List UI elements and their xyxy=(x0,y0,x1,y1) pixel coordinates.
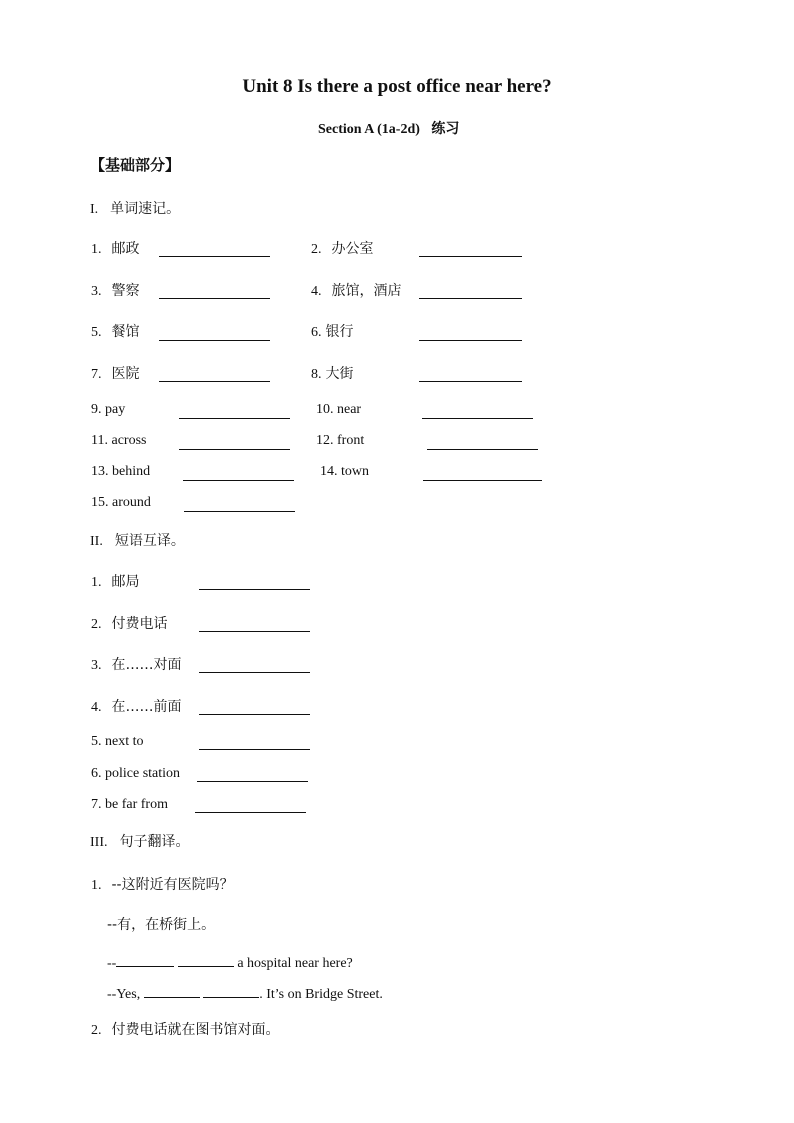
cn-word-item: 8. 大街 xyxy=(311,366,354,382)
answer-blank[interactable] xyxy=(159,256,270,257)
en-word-item: 14. town xyxy=(320,464,369,479)
answer-blank[interactable] xyxy=(419,381,522,382)
answer-blank[interactable] xyxy=(199,631,310,632)
q1-chinese-answer: --有，在桥街上。 xyxy=(107,917,216,933)
q1-english-answer: --Yes, . It’s on Bridge Street. xyxy=(107,987,383,1002)
answer-blank[interactable] xyxy=(183,480,294,481)
phrase-item: 6. police station xyxy=(91,766,181,781)
answer-blank[interactable] xyxy=(184,511,295,512)
answer-blank[interactable] xyxy=(195,812,306,813)
cn-word-item: 2. 办公室 xyxy=(311,241,374,257)
part1-heading xyxy=(90,198,180,218)
answer-blank[interactable] xyxy=(423,480,542,481)
q1-english-question: -- a hospital near here? xyxy=(107,956,353,971)
answer-blank[interactable] xyxy=(116,954,174,967)
answer-blank[interactable] xyxy=(427,449,538,450)
en-word-item: 11. across xyxy=(91,433,147,448)
part3-num: III. xyxy=(90,835,108,850)
answer-blank[interactable] xyxy=(419,298,522,299)
answer-blank[interactable] xyxy=(199,672,310,673)
answer-blank[interactable] xyxy=(199,589,310,590)
basic-section-heading: 【基础部分】 xyxy=(90,156,181,174)
cn-word-item: 4. 旅馆，酒店 xyxy=(311,283,402,299)
en-word-item: 13. behind xyxy=(91,464,151,479)
q2-chinese: 2. 付费电话就在图书馆对面。 xyxy=(91,1022,280,1038)
answer-blank[interactable] xyxy=(159,340,270,341)
phrase-item: 7. be far from xyxy=(91,797,168,812)
answer-blank[interactable] xyxy=(159,298,270,299)
cn-word-item: 3. 警察 xyxy=(91,283,140,299)
en-word-item: 9. pay xyxy=(91,402,126,417)
cn-word-item: 7. 医院 xyxy=(91,366,140,382)
answer-blank[interactable] xyxy=(199,714,310,715)
phrase-item: 1. 邮局 xyxy=(91,574,140,590)
answer-blank[interactable] xyxy=(144,985,200,998)
phrase-item: 3. 在……对面 xyxy=(91,657,182,673)
part2-title: 短语互译。 xyxy=(114,533,185,549)
answer-blank[interactable] xyxy=(179,418,290,419)
phrase-item: 5. next to xyxy=(91,734,144,749)
answer-blank[interactable] xyxy=(203,985,259,998)
answer-blank[interactable] xyxy=(422,418,533,419)
q1-chinese-question: 1. --这附近有医院吗？ xyxy=(91,877,234,893)
part2-heading xyxy=(90,530,185,550)
answer-blank[interactable] xyxy=(197,781,308,782)
page-title: Unit 8 Is there a post office near here? xyxy=(242,76,552,97)
cn-word-item: 1. 邮政 xyxy=(91,241,140,257)
practice-label: 练习 xyxy=(431,121,460,137)
en-word-item: 10. near xyxy=(316,402,362,417)
answer-blank[interactable] xyxy=(419,256,522,257)
en-word-item: 12. front xyxy=(316,433,365,448)
section-label: Section A (1a-2d) xyxy=(318,122,420,137)
part3-title: 句子翻译。 xyxy=(119,834,190,850)
phrase-item: 4. 在……前面 xyxy=(91,699,182,715)
phrase-item: 2. 付费电话 xyxy=(91,616,168,632)
answer-blank[interactable] xyxy=(179,449,290,450)
cn-word-item: 5. 餐馆 xyxy=(91,324,140,340)
part3-heading xyxy=(90,831,190,851)
en-word-item: 15. around xyxy=(91,495,151,510)
answer-blank[interactable] xyxy=(178,954,234,967)
part2-num: II. xyxy=(90,534,103,549)
cn-word-item: 6. 银行 xyxy=(311,324,354,340)
subtitle xyxy=(318,118,459,138)
part1-num: I. xyxy=(90,202,99,217)
part1-title: 单词速记。 xyxy=(110,201,181,217)
answer-blank[interactable] xyxy=(159,381,270,382)
answer-blank[interactable] xyxy=(199,749,310,750)
answer-blank[interactable] xyxy=(419,340,522,341)
